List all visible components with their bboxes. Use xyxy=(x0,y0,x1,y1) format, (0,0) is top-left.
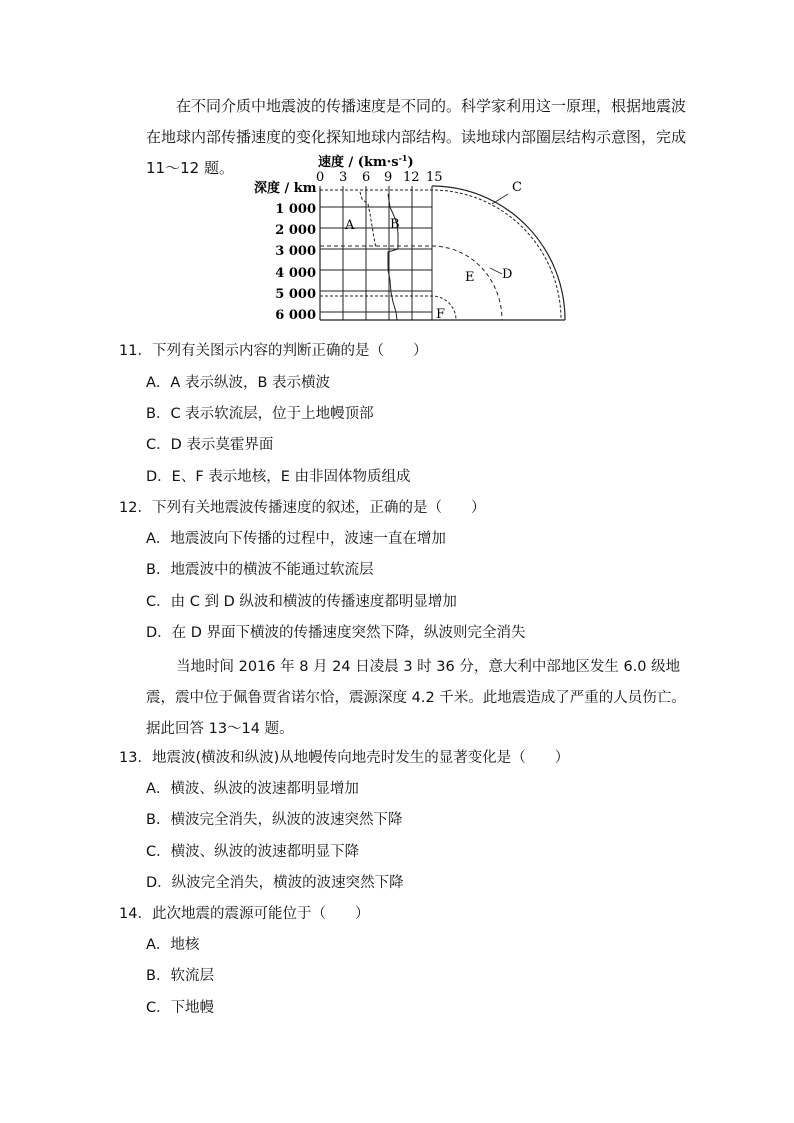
speed-tick: 6 xyxy=(362,170,371,185)
question-14-option-c: C．下地幔 xyxy=(146,1000,215,1016)
layer-label-e: E xyxy=(465,270,475,285)
layer-label-c: C xyxy=(512,180,522,195)
speed-tick-labels xyxy=(316,170,443,185)
question-13-option-d: D．纵波完全消失，横波的波速突然下降 xyxy=(146,875,404,891)
speed-tick: 3 xyxy=(339,170,348,185)
speed-depth-grid xyxy=(320,186,432,320)
curve-label-a: A xyxy=(345,218,355,233)
earth-surface-arc xyxy=(432,186,565,320)
depth-tick: 1 000 xyxy=(275,202,316,217)
question-number: 14． xyxy=(119,906,152,922)
depth-tick: 3 000 xyxy=(275,244,316,259)
question-13-option-a: A．横波、纵波的波速都明显增加 xyxy=(146,781,359,797)
question-number: 11． xyxy=(119,343,152,359)
question-12-option-b: B．地震波中的横波不能通过软流层 xyxy=(146,562,374,578)
boundary-d-line xyxy=(320,246,502,320)
speed-tick: 9 xyxy=(384,170,393,185)
question-number: 13． xyxy=(119,750,152,766)
curve-label-b: B xyxy=(390,217,400,232)
question-12-option-c: C．由 C 到 D 纵波和横波的传播速度都明显增加 xyxy=(146,594,457,610)
depth-tick: 5 000 xyxy=(275,287,316,302)
question-stem: 地震波(横波和纵波)从地幔传向地壳时发生的显著变化是（ ） xyxy=(151,750,570,766)
question-14-option-a: A．地核 xyxy=(146,937,200,953)
question-number: 12． xyxy=(119,500,152,516)
depth-axis-label: 深度 / km xyxy=(254,181,317,196)
depth-tick: 6 000 xyxy=(275,308,316,323)
question-11 xyxy=(119,339,427,360)
layer-label-f: F xyxy=(436,307,446,322)
question-13 xyxy=(119,746,569,767)
earth-interior-figure xyxy=(250,152,580,327)
earth-section xyxy=(320,186,565,320)
depth-tick: 4 000 xyxy=(275,266,316,281)
question-12 xyxy=(119,496,485,517)
question-11-option-a: A．A 表示纵波，B 表示横波 xyxy=(146,375,331,391)
depth-tick-labels xyxy=(275,202,316,323)
question-13-option-c: C．横波、纵波的波速都明显下降 xyxy=(146,844,360,860)
question-11-option-b: B．C 表示软流层，位于上地幔顶部 xyxy=(146,406,374,422)
question-12-option-a: A．地震波向下传播的过程中，波速一直在增加 xyxy=(146,531,446,547)
question-11-option-c: C．D 表示莫霍界面 xyxy=(146,437,274,453)
question-13-option-b: B．横波完全消失，纵波的波速突然下降 xyxy=(146,812,403,828)
speed-tick: 0 xyxy=(316,170,325,185)
layer-label-d: D xyxy=(502,267,513,282)
speed-tick: 12 xyxy=(403,170,420,185)
question-12-option-d: D．在 D 界面下横波的传播速度突然下降，纵波则完全消失 xyxy=(146,625,526,641)
boundary-c-line xyxy=(320,190,561,320)
question-14-option-b: B．软流层 xyxy=(146,968,214,984)
question-11-option-d: D．E、F 表示地核，E 由非固体物质组成 xyxy=(146,469,411,485)
question-stem: 下列有关地震波传播速度的叙述，正确的是（ ） xyxy=(151,500,486,516)
intro-paragraph-2: 当地时间 2016 年 8 月 24 日凌晨 3 时 36 分，意大利中部地区发生 6.0 级地震，震中位于佩鲁贾省诺尔恰，震源深度 4.2 千米。此地震造成了严重的人员伤亡。据此回答 13～14 题。 xyxy=(146,659,686,737)
speed-tick: 15 xyxy=(426,170,443,185)
depth-tick: 2 000 xyxy=(275,223,316,238)
speed-axis-label: 速度 / $(km\cdot s^{-1})$ xyxy=(318,153,414,170)
wave-curve-a xyxy=(360,192,376,248)
question-14 xyxy=(119,902,369,923)
intro-paragraph-1: 在不同介质中地震波的传播速度是不同的。科学家利用这一原理，根据地震波在地球内部传播速度的变化探知地球内部结构。读地球内部圈层结构示意图，完成 11～12 题。 xyxy=(146,97,687,177)
question-stem: 下列有关图示内容的判断正确的是（ ） xyxy=(151,343,428,359)
question-stem: 此次地震的震源可能位于（ ） xyxy=(151,906,370,922)
